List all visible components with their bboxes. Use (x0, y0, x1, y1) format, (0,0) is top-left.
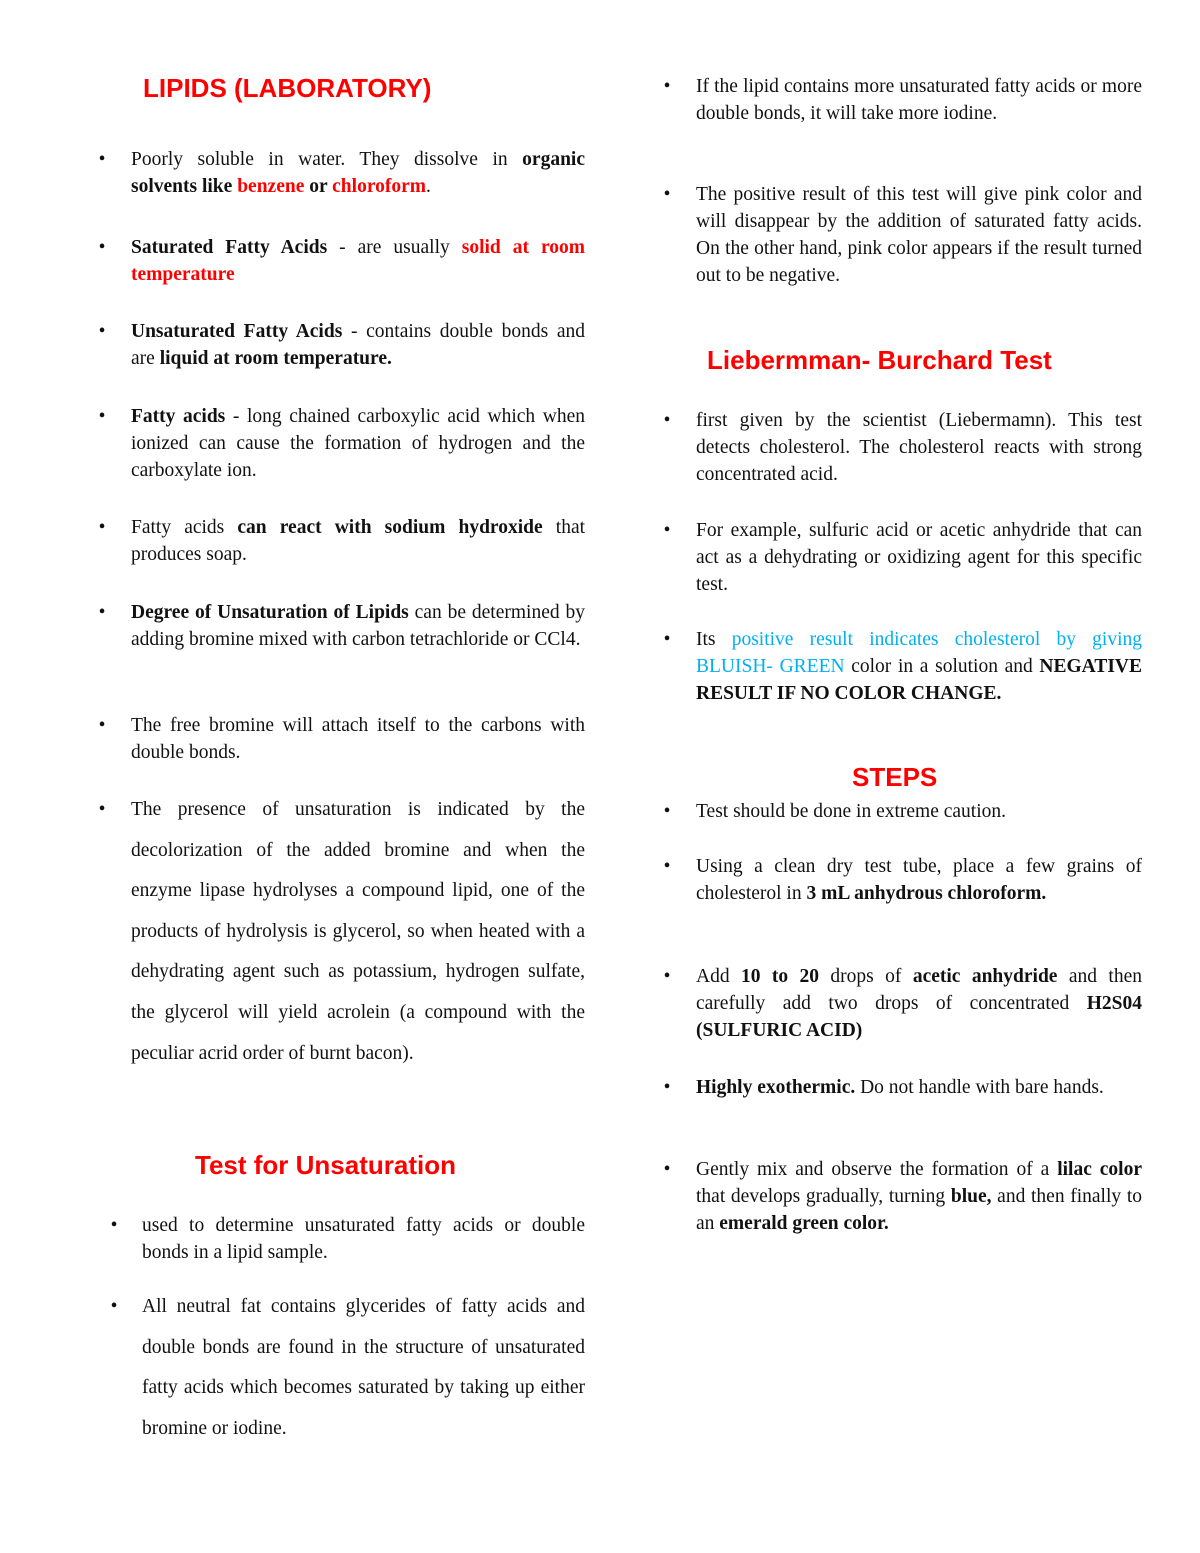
section-heading-liebermann-burchard: Liebermman- Burchard Test (707, 345, 1052, 375)
bullet-icon: • (98, 715, 106, 736)
list-item: • Add 10 to 20 drops of acetic anhydride and then carefully add two drops of concentrated H2S04 (SULFURIC ACID) (660, 963, 1142, 1044)
bullet-icon: • (98, 517, 106, 538)
bullet-icon: • (663, 520, 671, 541)
page-title: LIPIDS (LABORATORY) (143, 73, 432, 103)
bullet-icon: • (663, 76, 671, 97)
list-item: • Unsaturated Fatty Acids - contains double bonds and are liquid at room temperature. (95, 318, 585, 372)
list-item: • The presence of unsaturation is indicated by the decolorization of the added bromine and when the enzyme lipase hydrolyses a compound lipid, one of the products of hydrolysis is glycerol, so when heated with a dehydrating agent such as potassium, hydrogen sulfate, the glycerol will yield acrolein (a compound with the peculiar acrid order of burnt bacon). (95, 790, 585, 1074)
bullet-icon: • (663, 410, 671, 431)
section-heading-test-for-unsaturation: Test for Unsaturation (195, 1150, 456, 1180)
bullet-icon: • (110, 1215, 118, 1236)
list-item: • Test should be done in extreme caution. (660, 798, 1142, 825)
section-heading-steps: STEPS (852, 762, 938, 792)
list-item: • Using a clean dry test tube, place a few grains of cholesterol in 3 mL anhydrous chloroform. (660, 853, 1142, 907)
list-item: • Poorly soluble in water. They dissolve in organic solvents like benzene or chloroform. (95, 146, 585, 200)
list-item: • Fatty acids can react with sodium hydroxide that produces soap. (95, 514, 585, 568)
bullet-icon: • (663, 184, 671, 205)
list-item: • For example, sulfuric acid or acetic anhydride that can act as a dehydrating or oxidizing agent for this specific test. (660, 517, 1142, 598)
list-item: • Highly exothermic. Do not handle with bare hands. (660, 1074, 1142, 1101)
bullet-icon: • (663, 629, 671, 650)
list-item: • first given by the scientist (Liebermamn). This test detects cholesterol. The cholesterol reacts with strong concentrated acid. (660, 407, 1142, 488)
list-item: • Saturated Fatty Acids - are usually solid at room temperature (95, 234, 585, 288)
bullet-icon: • (98, 799, 106, 820)
bullet-icon: • (663, 856, 671, 877)
bullet-icon: • (98, 602, 106, 623)
bullet-icon: • (663, 1077, 671, 1098)
list-item: • used to determine unsaturated fatty acids or double bonds in a lipid sample. (95, 1212, 585, 1266)
bullet-icon: • (98, 321, 106, 342)
list-item: • The free bromine will attach itself to the carbons with double bonds. (95, 712, 585, 766)
bullet-icon: • (663, 801, 671, 822)
list-item: • Fatty acids - long chained carboxylic acid which when ionized can cause the formation of hydrogen and the carboxylate ion. (95, 403, 585, 484)
bullet-icon: • (110, 1296, 118, 1317)
list-item: • Gently mix and observe the formation of a lilac color that develops gradually, turning blue, and then finally to an emerald green color. (660, 1156, 1142, 1237)
list-item: • The positive result of this test will give pink color and will disappear by the addition of saturated fatty acids. On the other hand, pink color appears if the result turned out to be negative. (660, 181, 1142, 289)
bullet-icon: • (663, 966, 671, 987)
list-item: • Degree of Unsaturation of Lipids can be determined by adding bromine mixed with carbon tetrachloride or CCl4. (95, 599, 585, 653)
list-item: • If the lipid contains more unsaturated fatty acids or more double bonds, it will take more iodine. (660, 73, 1142, 127)
bullet-icon: • (98, 406, 106, 427)
list-item: • Its positive result indicates cholesterol by giving BLUISH- GREEN color in a solution and NEGATIVE RESULT IF NO COLOR CHANGE. (660, 626, 1142, 707)
bullet-icon: • (98, 149, 106, 170)
bullet-icon: • (98, 237, 106, 258)
bullet-icon: • (663, 1159, 671, 1180)
list-item: • All neutral fat contains glycerides of fatty acids and double bonds are found in the structure of unsaturated fatty acids which becomes saturated by taking up either bromine or iodine. (95, 1287, 585, 1449)
